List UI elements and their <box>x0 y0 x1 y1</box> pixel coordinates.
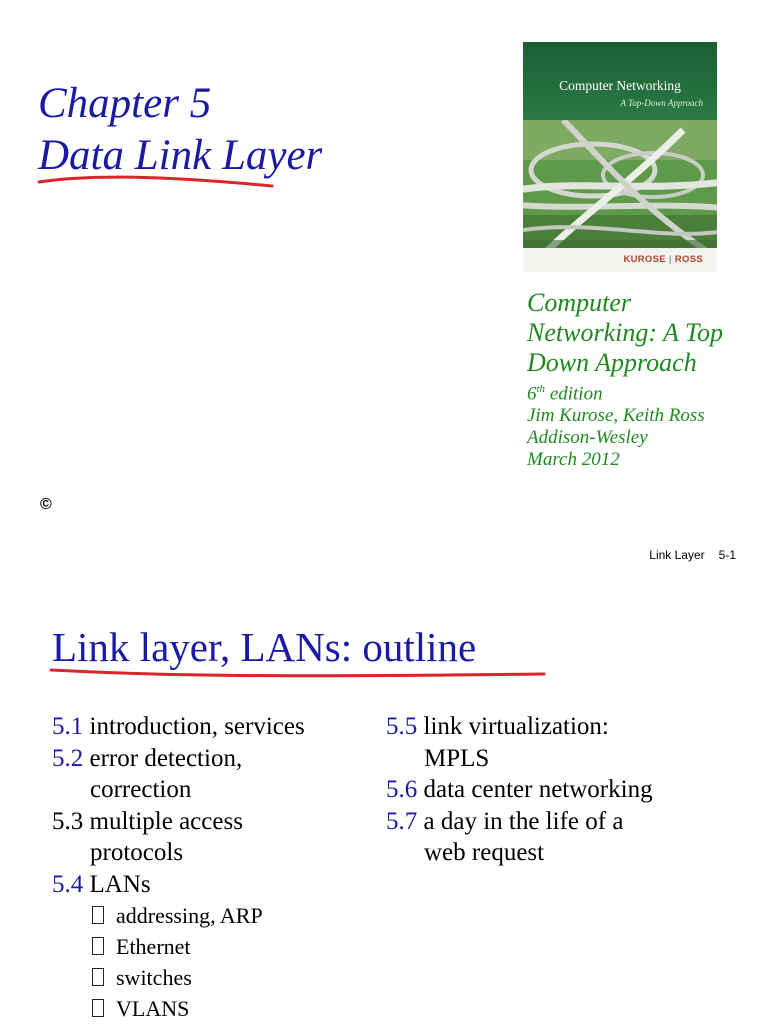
lan-sublist <box>52 900 305 1024</box>
outline-left-column <box>52 711 305 1024</box>
book-cover-image <box>523 42 717 272</box>
outline-underline-icon <box>48 664 548 682</box>
outline-item: 5.3 multiple access protocols <box>52 807 243 866</box>
title-underline-icon <box>36 170 276 192</box>
footer-page-number: 5-1 <box>718 548 736 562</box>
sub-list-item: switches <box>92 962 305 993</box>
book-info <box>527 288 723 471</box>
outline-item: 5.1 introduction, services <box>52 713 305 740</box>
sub-list-item: Ethernet <box>92 931 305 962</box>
bullet-box-icon <box>92 999 104 1017</box>
cover-footer <box>523 248 717 272</box>
outline-item: 5.5 link virtualization: MPLS <box>386 713 609 772</box>
book-edition: 6th edition <box>527 383 603 405</box>
cover-authors: KUROSE | ROSS <box>623 254 703 265</box>
cover-header <box>523 42 717 120</box>
bullet-box-icon <box>92 937 104 955</box>
chapter-number: Chapter 5 <box>38 80 212 127</box>
slide-footer <box>649 548 736 562</box>
cover-subtitle: A Top-Down Approach <box>620 98 703 108</box>
book-title-line-1: Computer <box>527 288 631 317</box>
slide-2 <box>0 580 768 1024</box>
chapter-name: Data Link Layer <box>38 132 323 179</box>
outline-item: 5.4 LANs <box>52 870 151 898</box>
outline-title: Link layer, LANs: outline <box>52 624 477 670</box>
chapter-title <box>38 78 322 182</box>
cover-title: Computer Networking <box>559 78 681 93</box>
copyright-mark: © <box>40 496 52 513</box>
book-publisher: Addison-Wesley <box>527 427 648 449</box>
bullet-box-icon <box>92 968 104 986</box>
sub-list-item: addressing, ARP <box>92 900 305 931</box>
sub-list-item: VLANS <box>92 993 305 1024</box>
bullet-box-icon <box>92 906 104 924</box>
outline-item: 5.7 a day in the life of a web request <box>386 807 624 866</box>
outline-right-column <box>386 711 653 869</box>
footer-section: Link Layer <box>649 548 705 562</box>
outline-item: 5.6 data center networking <box>386 776 653 803</box>
book-date: March 2012 <box>527 449 620 471</box>
book-title-line-2: Networking: A Top <box>527 318 724 347</box>
outline-item: 5.2 error detection, correction <box>52 744 243 803</box>
book-authors: Jim Kurose, Keith Ross <box>527 405 705 427</box>
book-title-line-3: Down Approach <box>527 348 697 377</box>
highway-interchange-icon <box>523 120 717 255</box>
